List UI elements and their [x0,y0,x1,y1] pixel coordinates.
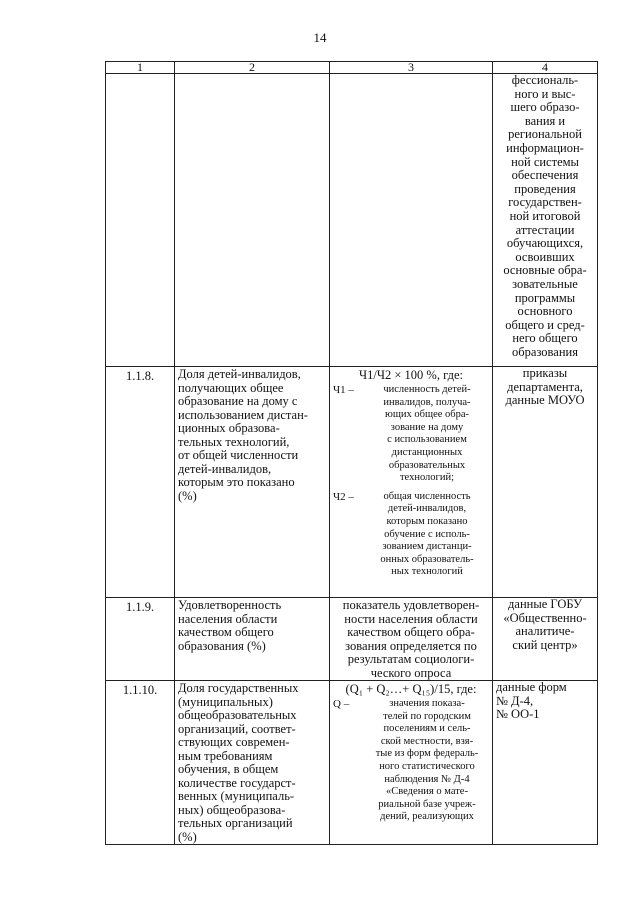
table-row [106,681,598,845]
header-col-3: 3 [330,62,493,74]
indicator-cell [175,367,330,598]
header-col-4: 4 [493,62,598,74]
indicator-text: Доля детей-инвалидов, получающих общее образование на дому с использованием дистан- ционных образова- тельных технологий, от общей численности детей-инвалидов, которым это показано (%) [178,367,308,503]
row-number: 1.1.10. [106,681,175,845]
table-row [106,367,598,598]
empty-cell [330,74,493,367]
empty-cell [106,74,175,367]
formula: (Q₁ + Q₂…+ Q₁₅)/15, где: [345,682,477,696]
method-cell [330,367,493,598]
formula: Ч1/Ч2 × 100 %, где: [359,368,463,382]
indicator-text: Доля государственных (муниципальных) общеобразовательных организаций, соответ- ствующих современ- ным требованиям обучения, в общем количестве государст- венных (муниципаль- ных) общеобразова- тельных организаций (%) [178,681,299,844]
indicator-cell [175,681,330,845]
source-text: приказы департамента, данные МОУО [505,366,585,407]
source-cell [493,367,598,598]
definition-variable: Q – [333,698,350,710]
header-col-1: 1 [106,62,175,74]
table-header-row [106,62,598,74]
continuation-source-cell [493,74,598,367]
method-cell [330,681,493,845]
source-text: данные форм № Д-4, № ОО-1 [496,680,567,721]
source-cell [493,681,598,845]
header-col-2: 2 [175,62,330,74]
page-number: 14 [313,30,327,45]
continuation-source-text: фессиональ- ного и выс- шего образо- вания и региональной информацион- ной системы обеспечения проведения государствен- ной итоговой аттестации обучающихся, освоивших основные обра- зовательные программы основного общего и сред- него общего образования [503,73,587,359]
indicators-table [105,61,598,845]
indicator-cell [175,598,330,681]
table-row [106,598,598,681]
definition [333,698,489,824]
definition-description: значения показа- телей по городским поселениям и сель- ской местности, взя- тые из форм федераль- ного статистического наблюдения № Д-4 «Сведения о мате- риальной базе учреж- дений, реализующих [375,698,479,823]
definition-description: численность детей- инвалидов, получа- ющих общее обра- зование на дому с использованием дистанционных образовательных технологий; [383,384,471,484]
definition [333,384,489,485]
row-number: 1.1.9. [106,598,175,681]
definition [333,491,489,579]
method-text: показатель удовлетворен- ности населения области качеством общего обра- зования определяется по результатам социологи- ческого опроса [342,598,480,680]
source-cell [493,598,598,681]
definition-variable: Ч1 – [333,384,354,396]
definition-variable: Ч2 – [333,490,354,503]
source-text: данные ГОБУ «Общественно- аналитиче- ский центр» [503,597,587,652]
row-number: 1.1.8. [106,367,175,598]
indicator-text: Удовлетворенность населения области качеством общего образования (%) [178,598,282,653]
definition-description: общая численность детей-инвалидов, которым показано обучение с исполь- зованием дистанци- онных образователь- ных технологий [380,490,474,578]
table-row [106,74,598,367]
method-cell [330,598,493,681]
empty-cell [175,74,330,367]
